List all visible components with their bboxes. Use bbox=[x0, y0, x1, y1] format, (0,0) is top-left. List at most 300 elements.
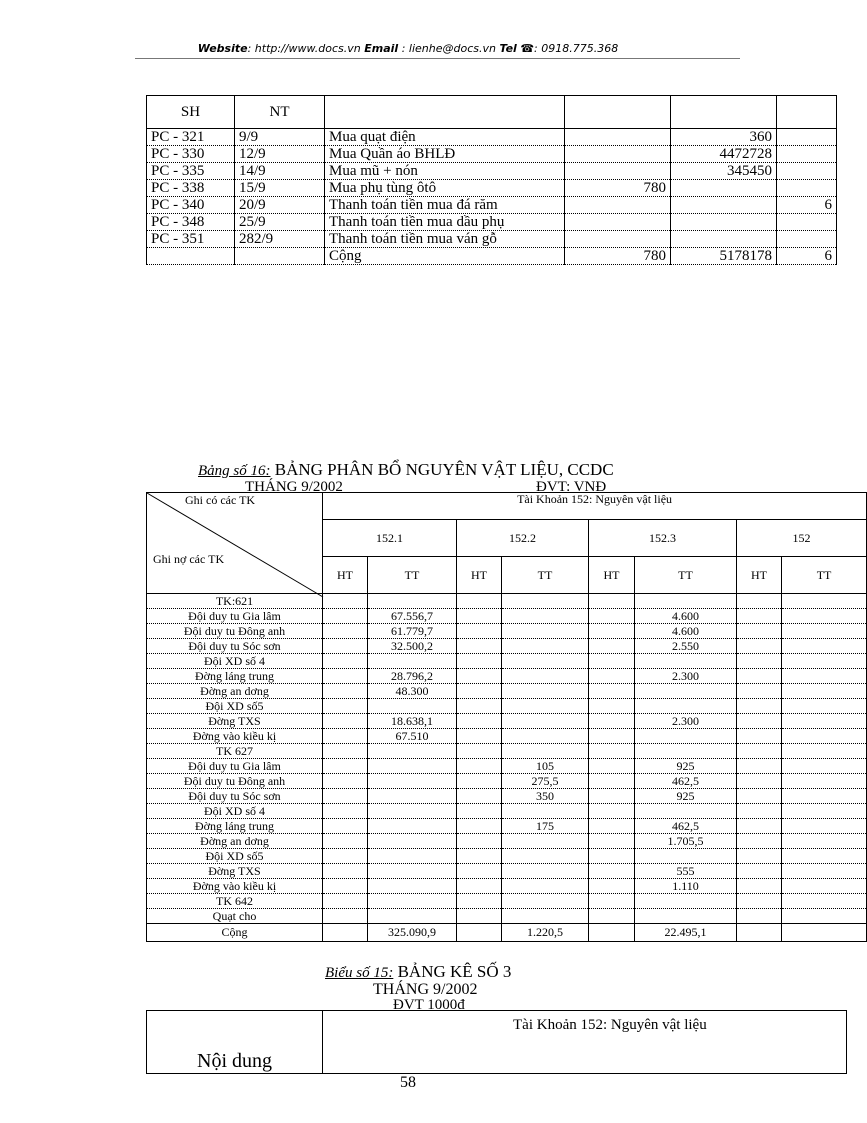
ht-cell bbox=[457, 879, 502, 894]
ht-cell bbox=[323, 789, 368, 804]
tt-cell: 462,5 bbox=[635, 819, 737, 834]
table-row bbox=[147, 894, 867, 909]
tt-cell: 325.090,9 bbox=[368, 924, 457, 942]
t1-cell: 9/9 bbox=[235, 129, 325, 146]
row-label: Đội duy tu Đông anh bbox=[147, 624, 323, 639]
tt-cell bbox=[368, 774, 457, 789]
t1-cell bbox=[777, 129, 837, 146]
tt-cell bbox=[502, 729, 589, 744]
tt-cell bbox=[782, 654, 867, 669]
tt-header: TT bbox=[782, 557, 867, 594]
t1-cell: Mua phụ tùng ôtô bbox=[325, 180, 565, 197]
content-header: Nội dung bbox=[147, 1011, 323, 1074]
tt-cell: 925 bbox=[635, 789, 737, 804]
ht-cell bbox=[457, 774, 502, 789]
t3-account-header: Tài Khoản 152: Nguyên vật liệu bbox=[323, 1011, 847, 1074]
ht-cell bbox=[737, 594, 782, 609]
row-label: Đờng TXS bbox=[147, 714, 323, 729]
row-label: TK 642 bbox=[147, 894, 323, 909]
ht-cell bbox=[457, 609, 502, 624]
tt-cell bbox=[368, 894, 457, 909]
row-label: Đờng TXS bbox=[147, 864, 323, 879]
t1-cell: PC - 340 bbox=[147, 197, 235, 214]
tt-cell bbox=[635, 699, 737, 714]
tt-cell bbox=[368, 759, 457, 774]
tt-cell bbox=[782, 669, 867, 684]
row-label: Đờng láng trung bbox=[147, 819, 323, 834]
tt-cell: 1.705,5 bbox=[635, 834, 737, 849]
table-row bbox=[147, 163, 837, 180]
tt-cell bbox=[782, 924, 867, 942]
tt-cell bbox=[782, 684, 867, 699]
ht-cell bbox=[737, 669, 782, 684]
tt-cell bbox=[782, 714, 867, 729]
ht-cell bbox=[323, 894, 368, 909]
payment-table bbox=[146, 95, 837, 265]
ht-cell bbox=[589, 804, 635, 819]
tt-cell bbox=[635, 654, 737, 669]
tt-cell: 2.550 bbox=[635, 639, 737, 654]
tt-cell bbox=[782, 699, 867, 714]
t1-cell bbox=[671, 197, 777, 214]
t1-cell bbox=[777, 180, 837, 197]
ht-cell bbox=[737, 909, 782, 924]
row-label: Đội duy tu Đông anh bbox=[147, 774, 323, 789]
tt-cell: 61.779,7 bbox=[368, 624, 457, 639]
table-row bbox=[147, 774, 867, 789]
ht-cell bbox=[737, 834, 782, 849]
t1-cell bbox=[565, 146, 671, 163]
table-row bbox=[147, 654, 867, 669]
t1-cell: 6 bbox=[777, 248, 837, 265]
t1-cell: 345450 bbox=[671, 163, 777, 180]
ht-cell bbox=[589, 924, 635, 942]
tt-cell bbox=[502, 654, 589, 669]
ht-cell bbox=[457, 849, 502, 864]
ht-cell bbox=[589, 819, 635, 834]
tt-cell bbox=[635, 804, 737, 819]
table-row bbox=[147, 714, 867, 729]
tt-cell: 105 bbox=[502, 759, 589, 774]
t1-cell bbox=[777, 163, 837, 180]
row-label: TK 627 bbox=[147, 744, 323, 759]
row-label: Đờng an dơng bbox=[147, 834, 323, 849]
ht-cell bbox=[737, 849, 782, 864]
ht-cell bbox=[737, 819, 782, 834]
table-row bbox=[147, 639, 867, 654]
row-label: Đội XD số 4 bbox=[147, 804, 323, 819]
tt-cell bbox=[635, 909, 737, 924]
t1-cell: 360 bbox=[671, 129, 777, 146]
ht-cell bbox=[737, 714, 782, 729]
table15-heading: BẢNG KÊ SỐ 3 bbox=[397, 962, 512, 981]
tt-cell bbox=[368, 744, 457, 759]
table-row bbox=[147, 180, 837, 197]
ht-cell bbox=[323, 714, 368, 729]
tt-cell bbox=[368, 879, 457, 894]
row-label: Đội XD số5 bbox=[147, 849, 323, 864]
ht-cell bbox=[589, 759, 635, 774]
t1-header-cell bbox=[777, 96, 837, 129]
ht-cell bbox=[323, 909, 368, 924]
row-label: TK:621 bbox=[147, 594, 323, 609]
ht-cell bbox=[589, 864, 635, 879]
allocation-table bbox=[146, 492, 867, 942]
tt-cell bbox=[502, 684, 589, 699]
table-row bbox=[147, 819, 867, 834]
tel-label: Tel bbox=[499, 42, 517, 55]
row-label: Đội duy tu Sóc sơn bbox=[147, 789, 323, 804]
tt-cell bbox=[368, 594, 457, 609]
diagonal-line bbox=[147, 493, 323, 597]
ht-cell bbox=[323, 594, 368, 609]
ht-cell bbox=[457, 819, 502, 834]
sub-account-header: 152 bbox=[737, 520, 867, 557]
tt-cell bbox=[782, 819, 867, 834]
ht-cell bbox=[323, 924, 368, 942]
tt-cell bbox=[635, 594, 737, 609]
row-label: Đội XD số5 bbox=[147, 699, 323, 714]
ht-cell bbox=[589, 894, 635, 909]
tt-cell bbox=[635, 849, 737, 864]
t1-header-cell bbox=[671, 96, 777, 129]
tt-cell: 350 bbox=[502, 789, 589, 804]
ht-cell bbox=[457, 669, 502, 684]
ht-header: HT bbox=[323, 557, 368, 594]
ht-cell bbox=[457, 894, 502, 909]
ht-cell bbox=[589, 789, 635, 804]
ht-cell bbox=[323, 864, 368, 879]
ht-cell bbox=[323, 654, 368, 669]
tt-cell bbox=[502, 744, 589, 759]
ht-cell bbox=[323, 624, 368, 639]
table15-title bbox=[325, 962, 511, 982]
table-row bbox=[147, 909, 867, 924]
ht-cell bbox=[737, 684, 782, 699]
tt-cell: 275,5 bbox=[502, 774, 589, 789]
tt-cell bbox=[635, 684, 737, 699]
row-label: Quạt cho bbox=[147, 909, 323, 924]
tt-cell: 462,5 bbox=[635, 774, 737, 789]
ht-cell bbox=[589, 879, 635, 894]
ht-cell bbox=[589, 834, 635, 849]
tt-cell: 2.300 bbox=[635, 714, 737, 729]
table-row bbox=[147, 624, 867, 639]
tt-cell bbox=[368, 909, 457, 924]
t1-cell bbox=[777, 231, 837, 248]
table16-unit: ĐVT: VNĐ bbox=[536, 479, 607, 495]
t1-cell: 15/9 bbox=[235, 180, 325, 197]
t1-cell: 12/9 bbox=[235, 146, 325, 163]
table-row bbox=[147, 146, 837, 163]
sub-account-header: 152.3 bbox=[589, 520, 737, 557]
ht-cell bbox=[737, 804, 782, 819]
tt-cell: 175 bbox=[502, 819, 589, 834]
ht-cell bbox=[737, 744, 782, 759]
t1-cell: 25/9 bbox=[235, 214, 325, 231]
t1-cell bbox=[565, 129, 671, 146]
ht-cell bbox=[589, 699, 635, 714]
tt-cell bbox=[782, 624, 867, 639]
ht-cell bbox=[589, 909, 635, 924]
row-label: Đội duy tu Gia lâm bbox=[147, 609, 323, 624]
t1-cell: PC - 351 bbox=[147, 231, 235, 248]
t1-cell: PC - 338 bbox=[147, 180, 235, 197]
tt-cell bbox=[502, 714, 589, 729]
tel-value: : 0918.775.368 bbox=[534, 42, 619, 55]
ht-cell bbox=[589, 744, 635, 759]
tt-cell: 925 bbox=[635, 759, 737, 774]
tt-cell bbox=[368, 699, 457, 714]
ht-cell bbox=[323, 804, 368, 819]
ht-cell bbox=[737, 654, 782, 669]
t1-cell: 14/9 bbox=[235, 163, 325, 180]
ht-cell bbox=[589, 684, 635, 699]
t1-cell: Mua quạt điện bbox=[325, 129, 565, 146]
ht-cell bbox=[589, 609, 635, 624]
ht-cell bbox=[737, 609, 782, 624]
t1-header-cell: NT bbox=[235, 96, 325, 129]
t1-cell bbox=[235, 248, 325, 265]
t1-cell: Mua Quần áo BHLĐ bbox=[325, 146, 565, 163]
ht-cell bbox=[737, 639, 782, 654]
t1-cell: PC - 348 bbox=[147, 214, 235, 231]
ht-header: HT bbox=[737, 557, 782, 594]
tt-cell bbox=[502, 849, 589, 864]
corner-bottom-label: Ghi nợ các TK bbox=[153, 552, 225, 566]
table-row bbox=[147, 684, 867, 699]
ht-cell bbox=[737, 774, 782, 789]
tt-cell bbox=[782, 594, 867, 609]
ht-cell bbox=[457, 864, 502, 879]
ht-cell bbox=[457, 729, 502, 744]
table-row bbox=[147, 129, 837, 146]
t1-cell bbox=[565, 214, 671, 231]
t1-cell: 6 bbox=[777, 197, 837, 214]
ht-cell bbox=[589, 594, 635, 609]
table-row bbox=[147, 759, 867, 774]
ht-cell bbox=[589, 669, 635, 684]
t1-cell: 4472728 bbox=[671, 146, 777, 163]
ht-cell bbox=[457, 594, 502, 609]
ht-cell bbox=[737, 789, 782, 804]
email-value: : lienhe@docs.vn bbox=[401, 42, 496, 55]
tt-cell bbox=[502, 699, 589, 714]
tt-cell bbox=[368, 819, 457, 834]
tt-header: TT bbox=[368, 557, 457, 594]
ht-cell bbox=[457, 624, 502, 639]
ht-cell bbox=[323, 699, 368, 714]
table-row bbox=[147, 231, 837, 248]
ht-cell bbox=[323, 684, 368, 699]
ht-cell bbox=[457, 834, 502, 849]
t1-cell bbox=[671, 180, 777, 197]
ht-cell bbox=[323, 744, 368, 759]
t1-cell bbox=[777, 214, 837, 231]
page-header bbox=[0, 42, 816, 55]
t1-cell bbox=[147, 248, 235, 265]
tt-cell bbox=[502, 894, 589, 909]
tt-cell: 22.495,1 bbox=[635, 924, 737, 942]
table-row bbox=[147, 849, 867, 864]
t1-cell: Mua mũ + nón bbox=[325, 163, 565, 180]
tt-cell bbox=[782, 639, 867, 654]
row-label: Đờng vào kiều kị bbox=[147, 879, 323, 894]
ht-cell bbox=[737, 729, 782, 744]
table15-month: THÁNG 9/2002 bbox=[373, 981, 478, 998]
table-row bbox=[147, 804, 867, 819]
tt-cell bbox=[502, 834, 589, 849]
table16-caption: Bảng số 16: bbox=[198, 463, 271, 479]
table15-caption: Biểu số 15: bbox=[325, 965, 394, 981]
website-label: Website bbox=[197, 42, 248, 55]
t1-cell bbox=[565, 163, 671, 180]
tt-cell bbox=[782, 849, 867, 864]
tt-cell bbox=[368, 834, 457, 849]
ht-cell bbox=[323, 879, 368, 894]
tt-cell bbox=[368, 804, 457, 819]
row-label: Đờng an dơng bbox=[147, 684, 323, 699]
table16-title bbox=[198, 460, 614, 480]
ht-cell bbox=[589, 654, 635, 669]
tt-cell bbox=[782, 894, 867, 909]
ht-cell bbox=[589, 639, 635, 654]
account-header: Tài Khoản 152: Nguyên vật liệu bbox=[323, 493, 867, 520]
table-row bbox=[147, 789, 867, 804]
t1-cell bbox=[777, 146, 837, 163]
tt-cell bbox=[782, 804, 867, 819]
tt-cell bbox=[782, 759, 867, 774]
tt-cell bbox=[502, 594, 589, 609]
tt-cell bbox=[502, 879, 589, 894]
ht-cell bbox=[457, 699, 502, 714]
t1-header-cell bbox=[565, 96, 671, 129]
table-row bbox=[147, 879, 867, 894]
ht-cell bbox=[457, 639, 502, 654]
ht-cell bbox=[457, 909, 502, 924]
ht-cell bbox=[323, 729, 368, 744]
table16-heading: BẢNG PHÂN BỔ NGUYÊN VẬT LIỆU, CCDC bbox=[274, 460, 614, 479]
ht-cell bbox=[323, 819, 368, 834]
t1-cell: PC - 330 bbox=[147, 146, 235, 163]
row-label: Cộng bbox=[147, 924, 323, 942]
t1-cell bbox=[671, 214, 777, 231]
ht-cell bbox=[323, 609, 368, 624]
tt-cell: 4.600 bbox=[635, 609, 737, 624]
statement-table bbox=[146, 1010, 847, 1074]
ht-header: HT bbox=[457, 557, 502, 594]
ht-cell bbox=[323, 774, 368, 789]
tt-cell bbox=[782, 834, 867, 849]
t1-cell bbox=[671, 231, 777, 248]
ht-cell bbox=[737, 879, 782, 894]
row-label: Đội XD số 4 bbox=[147, 654, 323, 669]
table-row bbox=[147, 609, 867, 624]
ht-cell bbox=[323, 759, 368, 774]
email-label: Email bbox=[364, 42, 399, 55]
table-row bbox=[147, 699, 867, 714]
t1-cell: Thanh toán tiền mua ván gỗ bbox=[325, 231, 565, 248]
tt-cell: 2.300 bbox=[635, 669, 737, 684]
corner-top-label: Ghi có các TK bbox=[185, 493, 256, 507]
ht-cell bbox=[323, 639, 368, 654]
ht-cell bbox=[589, 714, 635, 729]
table-row bbox=[147, 834, 867, 849]
ht-cell bbox=[323, 849, 368, 864]
tt-cell: 28.796,2 bbox=[368, 669, 457, 684]
ht-header: HT bbox=[589, 557, 635, 594]
tt-cell bbox=[782, 744, 867, 759]
t1-cell: 20/9 bbox=[235, 197, 325, 214]
ht-cell bbox=[457, 714, 502, 729]
table-row bbox=[147, 924, 867, 942]
table-row bbox=[147, 864, 867, 879]
ht-cell bbox=[589, 624, 635, 639]
tt-cell bbox=[502, 609, 589, 624]
table-row bbox=[147, 669, 867, 684]
table-row bbox=[147, 197, 837, 214]
tt-cell bbox=[368, 654, 457, 669]
ht-cell bbox=[457, 759, 502, 774]
table16-month: THÁNG 9/2002 bbox=[245, 479, 343, 495]
t1-cell bbox=[565, 197, 671, 214]
tt-cell bbox=[502, 864, 589, 879]
tt-cell bbox=[635, 729, 737, 744]
tt-cell bbox=[782, 609, 867, 624]
tt-cell bbox=[502, 669, 589, 684]
sub-account-header: 152.2 bbox=[457, 520, 589, 557]
t1-cell: PC - 335 bbox=[147, 163, 235, 180]
t1-cell: PC - 321 bbox=[147, 129, 235, 146]
tt-cell: 48.300 bbox=[368, 684, 457, 699]
tt-cell bbox=[635, 744, 737, 759]
ht-cell bbox=[457, 744, 502, 759]
tt-cell bbox=[502, 639, 589, 654]
ht-cell bbox=[457, 654, 502, 669]
t1-cell: 282/9 bbox=[235, 231, 325, 248]
table15-unit: ĐVT 1000đ bbox=[393, 997, 465, 1013]
website-value: : http://www.docs.vn bbox=[247, 42, 361, 55]
tt-cell: 18.638,1 bbox=[368, 714, 457, 729]
row-label: Đờng láng trung bbox=[147, 669, 323, 684]
tt-cell bbox=[502, 909, 589, 924]
tt-cell bbox=[368, 849, 457, 864]
ht-cell bbox=[737, 864, 782, 879]
tt-header: TT bbox=[502, 557, 589, 594]
t1-cell: 780 bbox=[565, 180, 671, 197]
tt-cell bbox=[502, 624, 589, 639]
tt-cell: 4.600 bbox=[635, 624, 737, 639]
row-label: Đờng vào kiều kị bbox=[147, 729, 323, 744]
tt-cell: 555 bbox=[635, 864, 737, 879]
tt-cell: 67.510 bbox=[368, 729, 457, 744]
table-row bbox=[147, 214, 837, 231]
t1-cell: Thanh toán tiền mua dầu phụ bbox=[325, 214, 565, 231]
ht-cell bbox=[323, 669, 368, 684]
ht-cell bbox=[589, 774, 635, 789]
tt-cell bbox=[502, 804, 589, 819]
row-label: Đội duy tu Gia lâm bbox=[147, 759, 323, 774]
tt-cell bbox=[782, 789, 867, 804]
ht-cell bbox=[737, 924, 782, 942]
t1-cell: Thanh toán tiền mua đá răm bbox=[325, 197, 565, 214]
tt-cell bbox=[368, 789, 457, 804]
tt-cell bbox=[368, 864, 457, 879]
t1-header-cell bbox=[325, 96, 565, 129]
t1-cell: Cộng bbox=[325, 248, 565, 265]
tt-cell bbox=[635, 894, 737, 909]
ht-cell bbox=[457, 924, 502, 942]
